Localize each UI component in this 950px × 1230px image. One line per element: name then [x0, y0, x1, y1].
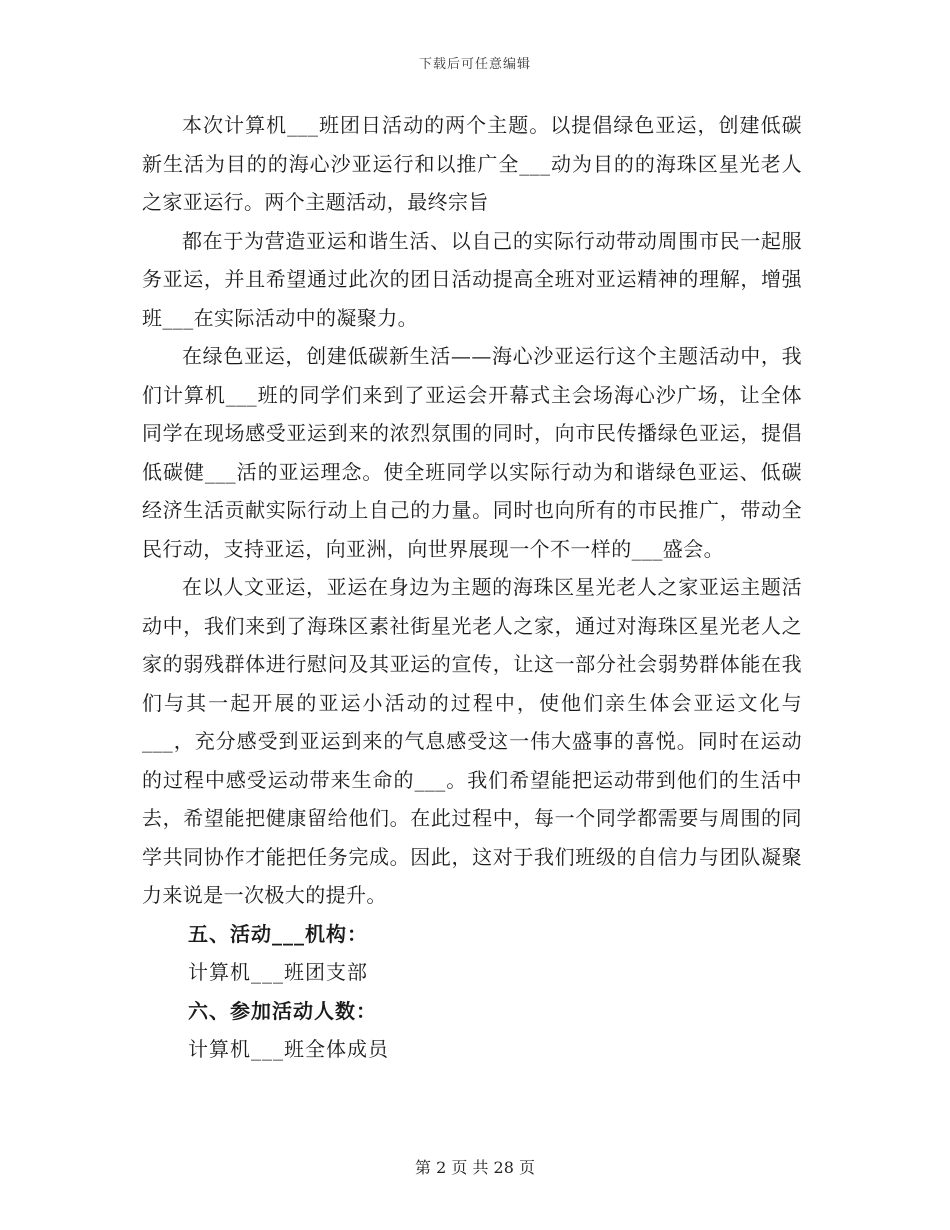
page-header: 下载后可任意编辑 [418, 57, 531, 72]
paragraph-1: 本次计算机___班团日活动的两个主题。以提倡绿色亚运，创建低碳新生活为目的的海心沙亚运行和以推广全___动为目的的海珠区星光老人之家亚运行。两个主题活动，最终宗旨 [142, 113, 802, 214]
page-number-footer: 第 2 页 共 28 页 [415, 1158, 535, 1177]
document-body [142, 106, 802, 1069]
section-6-heading: 六、参加活动人数： [188, 998, 377, 1023]
paragraph-3: 在绿色亚运，创建低碳新生活——海心沙亚运行这个主题活动中，我们计算机___班的同学们来到了亚运会开幕式主会场海心沙广场，让全体同学在现场感受亚运到来的浓烈氛围的同时，向市民传播绿色亚运，提倡低碳健___活的亚运理念。使全班同学以实际行动为和谐绿色亚运、低碳经济生活贡献实际行动上自己的力量。同时也向所有的市民推广，带动全民行动，支持亚运，向亚洲，向世界展现一个不一样的___盛会。 [142, 344, 802, 561]
paragraph-4: 在以人文亚运，亚运在身边为主题的海珠区星光老人之家亚运主题活动中，我们来到了海珠区素社街星光老人之家，通过对海珠区星光老人之家的弱残群体进行慰问及其亚运的宣传，让这一部分社会弱势群体能在我们与其一起开展的亚运小活动的过程中，使他们亲生体会亚运文化与___，充分感受到亚运到来的气息感受这一伟大盛事的喜悦。同时在运动的过程中感受运动带来生命的___。我们希望能把运动带到他们的生活中去，希望能把健康留给他们。在此过程中，每一个同学都需要与周围的同学共同协作才能把任务完成。因此，这对于我们班级的自信力与团队凝聚力来说是一次极大的提升。 [142, 575, 802, 907]
section-5-heading: 五、活动___机构： [188, 921, 368, 946]
paragraph-2: 都在于为营造亚运和谐生活、以自己的实际行动带动周围市民一起服务亚运，并且希望通过此次的团日活动提高全班对亚运精神的理解，增强班___在实际活动中的凝聚力。 [142, 228, 802, 330]
section-6-text: 计算机___班全体成员 [188, 1037, 389, 1061]
section-5-text: 计算机___班团支部 [188, 960, 368, 984]
